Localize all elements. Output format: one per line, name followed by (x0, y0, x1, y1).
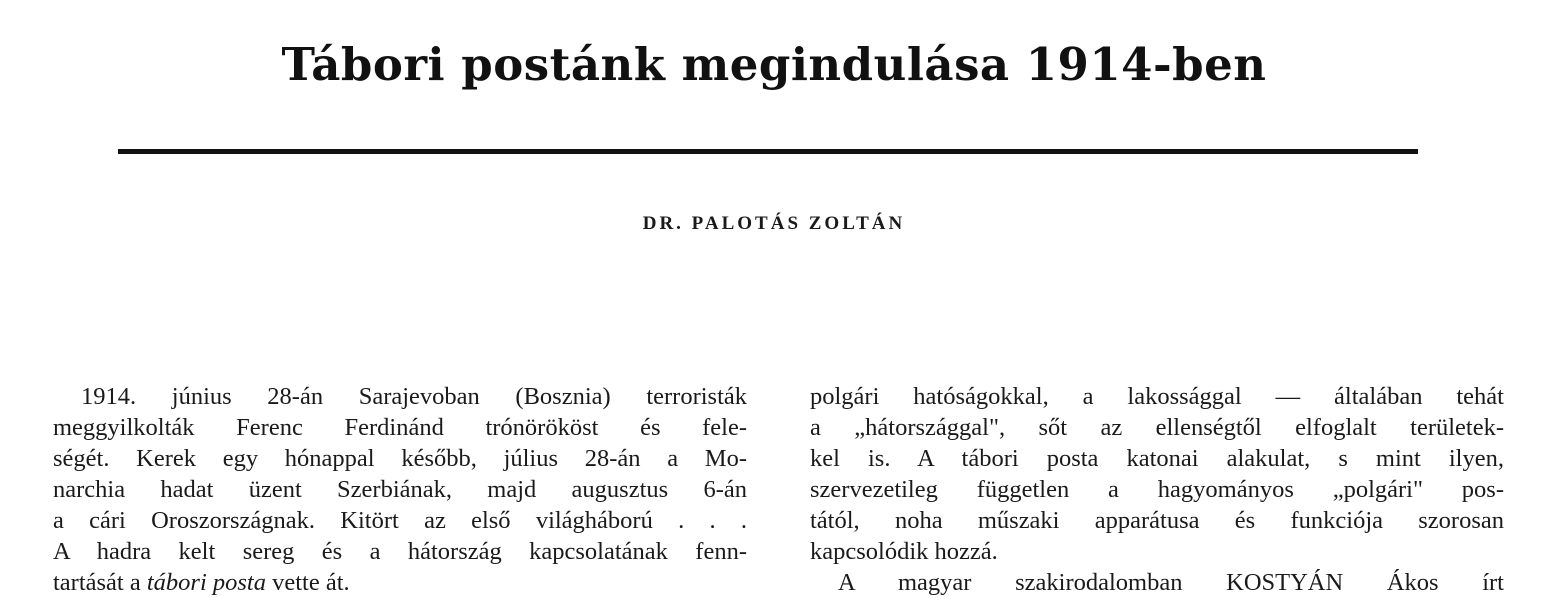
paragraph-line (53, 567, 747, 598)
text-segment: vette át. (266, 569, 350, 596)
paragraph-line: A hadra kelt sereg és a hátország kapcsolatának fenn- (53, 538, 747, 565)
paragraph-line: narchia hadat üzent Szerbiának, majd augusztus 6-án (53, 476, 747, 503)
paragraph-line: szervezetileg független a hagyományos „polgári" pos- (810, 476, 1504, 503)
paragraph-line: tától, noha műszaki apparátusa és funkciója szorosan (810, 507, 1504, 534)
paragraph-line: kapcsolódik hozzá. (810, 538, 998, 565)
emphasized-term: tábori posta (146, 569, 266, 596)
paragraph-line: kel is. A tábori posta katonai alakulat, s mint ilyen, (810, 445, 1504, 472)
text-segment: tartását a (53, 569, 147, 596)
left-column (53, 381, 747, 598)
paragraph-line: a cári Oroszországnak. Kitört az első világháború . . . (53, 507, 747, 534)
title-divider (118, 149, 1418, 154)
paragraph-line: ségét. Kerek egy hónappal később, július 28-án a Mo- (53, 445, 747, 472)
paragraph-line: A magyar szakirodalomban KOSTYÁN Ákos írt (838, 569, 1504, 596)
right-column (810, 381, 1504, 598)
author-name: DR. PALOTÁS ZOLTÁN (642, 213, 906, 234)
article-title: Tábori postánk megindulása 1914-ben (281, 38, 1267, 91)
paragraph-line: meggyilkolták Ferenc Ferdinánd trónörököst és fele- (53, 414, 747, 441)
paragraph-line: polgári hatóságokkal, a lakossággal — általában tehát (810, 383, 1504, 410)
paragraph-line: 1914. június 28-án Sarajevoban (Bosznia) terroristák (81, 383, 747, 410)
paragraph-line: a „hátországgal", sőt az ellenségtől elfoglalt területek- (810, 414, 1504, 441)
